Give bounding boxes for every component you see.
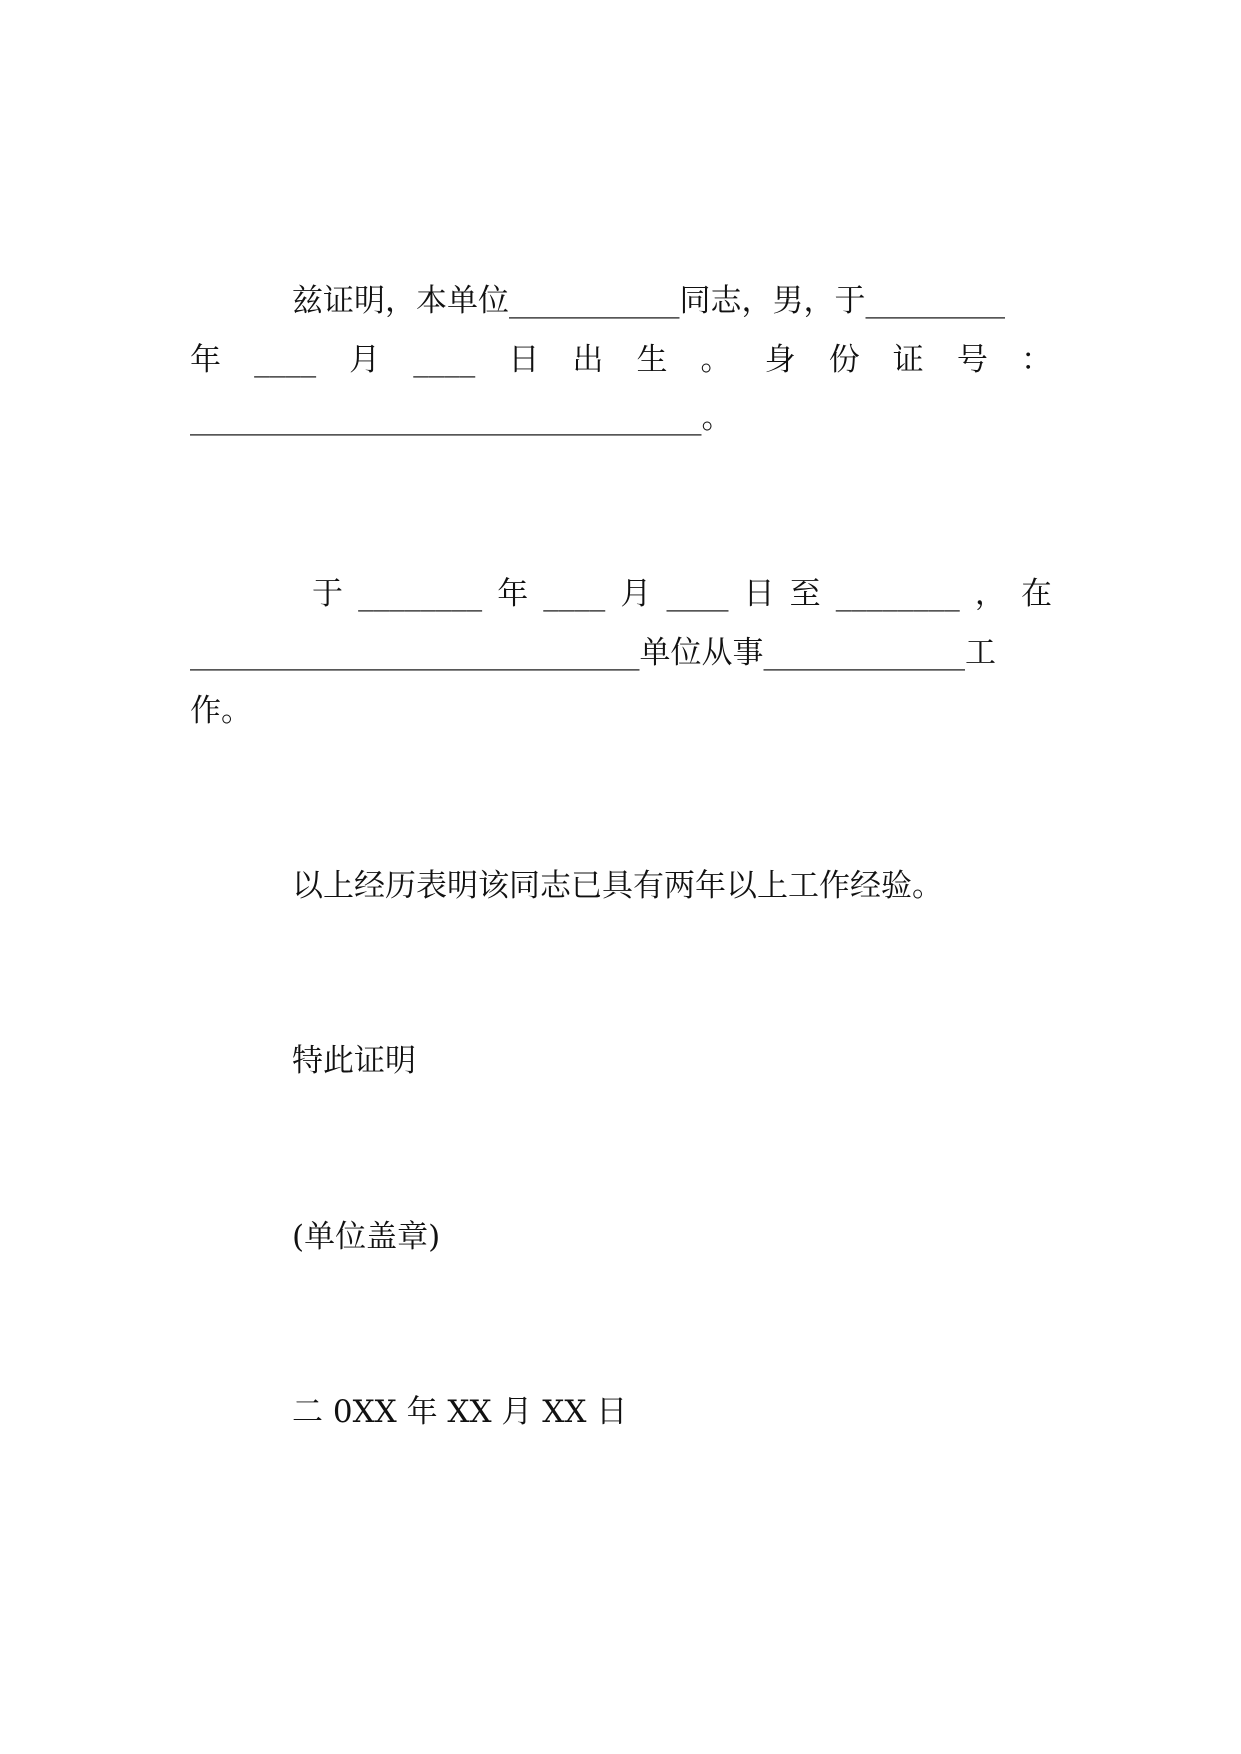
token: 生 <box>636 342 668 378</box>
para3-text: 以上经历表明该同志已具有两年以上工作经验。 <box>292 868 943 904</box>
para2-line2: _____________________________单位从事_____________工 <box>190 635 996 671</box>
blank-token: ____ <box>543 576 606 612</box>
token: 日 <box>743 576 775 612</box>
para1-line1: 兹证明，本单位___________同志，男，于_________ <box>292 283 1005 319</box>
blank-token: ________ <box>835 576 960 612</box>
token: ， <box>974 576 1006 612</box>
token: 至 <box>789 576 821 612</box>
token: 于 <box>312 576 343 612</box>
token: 年 <box>190 342 221 378</box>
blank-token: ____ <box>254 342 317 378</box>
token: 号 <box>956 342 988 378</box>
token: 出 <box>572 342 604 378</box>
para1-line2 <box>190 340 1052 380</box>
closing-text: 特此证明 <box>292 1043 416 1079</box>
blank-token: ____ <box>666 576 729 612</box>
date-text: 二 0XX 年 XX 月 XX 日 <box>292 1394 628 1430</box>
token: 证 <box>892 342 924 378</box>
token: 份 <box>828 342 860 378</box>
blank-token: ____ <box>413 342 476 378</box>
token: ： <box>1020 342 1052 378</box>
token: 。 <box>700 342 732 378</box>
para1-line3: _________________________________。 <box>190 400 733 436</box>
blank-token: ________ <box>358 576 483 612</box>
seal-text: (单位盖章) <box>292 1219 441 1255</box>
token: 年 <box>497 576 529 612</box>
token: 月 <box>620 576 652 612</box>
token: 月 <box>349 342 381 378</box>
para2-line1 <box>312 574 1052 614</box>
token: 在 <box>1020 576 1052 612</box>
para2-line3: 作。 <box>190 693 252 729</box>
token: 日 <box>508 342 540 378</box>
token: 身 <box>764 342 796 378</box>
